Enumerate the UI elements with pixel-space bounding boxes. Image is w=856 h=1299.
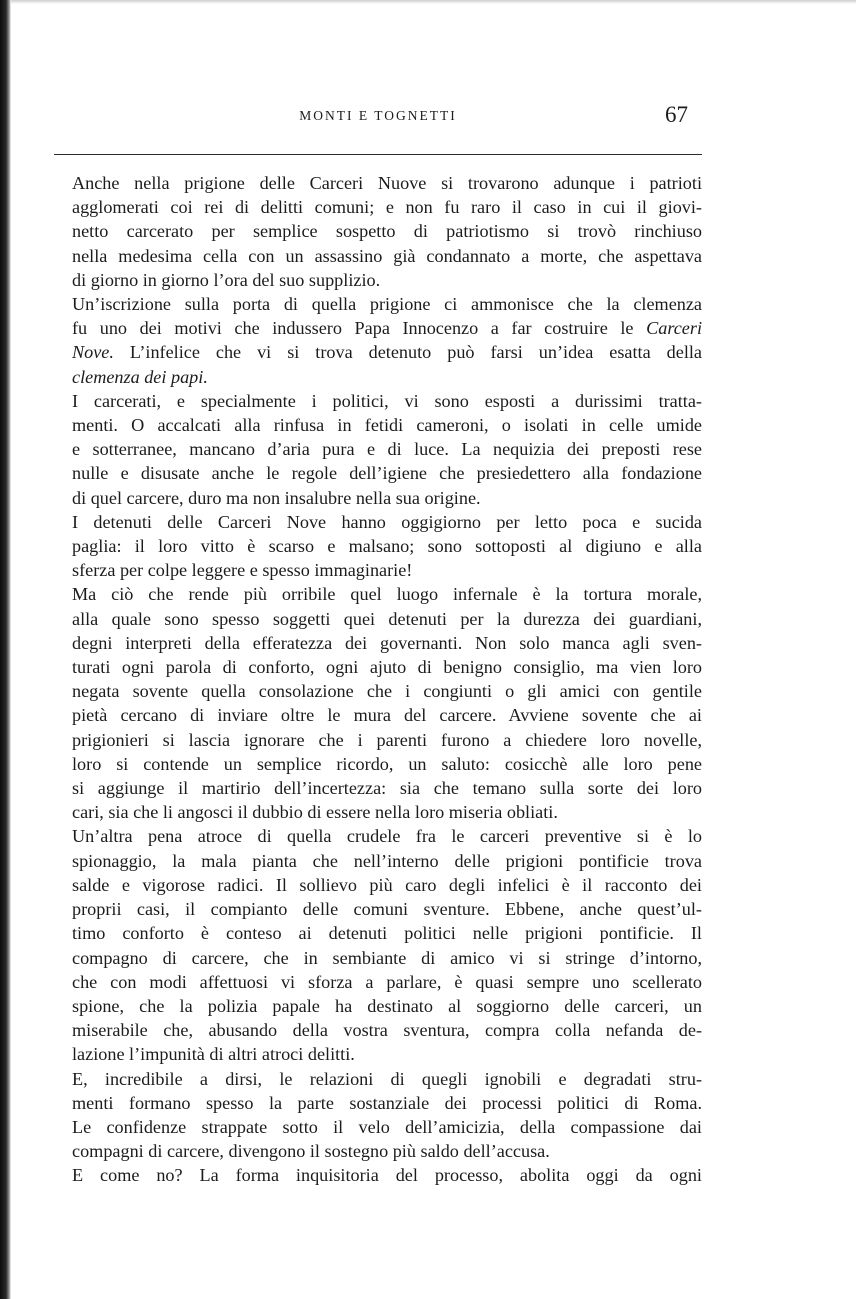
text-line: Le confidenze strappate sotto il velo dell’amicizia, della compassione dai <box>72 1116 702 1137</box>
text-line: nulle e disusate anche le regole dell’igiene che presiedettero alla fondazione <box>72 463 702 484</box>
text-line: Ma ciò che rende più orribile quel luogo infernale è la tortura morale, <box>72 584 702 605</box>
text-line: degni interpreti della efferatezza dei governanti. Non solo manca agli sven- <box>72 632 702 653</box>
text-line: timo conforto è conteso ai detenuti politici nelle prigioni pontificie. Il <box>72 923 702 944</box>
text-line: e sotterranee, mancano d’aria pura e di luce. La nequizia dei preposti rese <box>72 439 702 460</box>
text-line: proprii casi, il compianto delle comuni sventure. Ebbene, anche quest’ul- <box>72 899 702 920</box>
paragraph-2 <box>54 292 702 389</box>
text-line: menti formano spesso la parte sostanziale dei processi politici di Roma. <box>72 1092 702 1113</box>
text-line: turati ogni parola di conforto, ogni ajuto di benigno consiglio, ma vien loro <box>72 657 702 678</box>
text-line: che con modi affettuosi vi sforza a parlare, è quasi sempre uno scellerato <box>72 971 702 992</box>
italic-phrase: clemenza dei papi. <box>72 366 208 387</box>
text-line: netto carcerato per semplice sospetto di patriotismo si trovò rinchiuso <box>72 221 702 242</box>
text-line: menti. O accalcati alla rinfusa in fetidi cameroni, o isolati in celle umide <box>72 415 702 436</box>
text-line: negata sovente quella consolazione che i congiunti o gli amici con gentile <box>72 681 702 702</box>
text-segment: L’infelice che vi si trova detenuto può farsi un’idea esatta della <box>129 342 702 363</box>
text-line: di quel carcere, duro ma non insalubre nella sua origine. <box>72 487 481 508</box>
paragraph-6 <box>54 824 702 1066</box>
paragraph-3 <box>54 389 702 510</box>
text-segment: fu uno dei motivi che indussero Papa Innocenzo a far costruire le <box>72 318 634 339</box>
text-line: agglomerati coi rei di delitti comuni; e non fu raro il caso in cui il giovi- <box>72 197 702 218</box>
text-line: alla quale sono spesso soggetti quei detenuti per la durezza dei guardiani, <box>72 608 702 629</box>
text-line: spione, che la polizia papale ha destinato al soggiorno delle carceri, un <box>72 995 702 1016</box>
header-rule <box>54 154 702 155</box>
paragraph-7 <box>54 1067 702 1164</box>
paragraph-1 <box>54 171 702 292</box>
text-line: lazione l’impunità di altri atroci delitti. <box>72 1044 355 1065</box>
paragraph-8 <box>54 1163 702 1187</box>
page-number: 67 <box>665 102 688 127</box>
text-line: Un’iscrizione sulla porta di quella prigione ci ammonisce che la clemenza <box>72 294 702 315</box>
text-line: si aggiunge il martirio dell’incertezza: sia che temano sulla sorte dei loro <box>72 778 702 799</box>
book-page <box>54 102 702 1188</box>
text-line: compagni di carcere, divengono il sostegno più saldo dell’accusa. <box>72 1141 550 1162</box>
text-line: di giorno in giorno l’ora del suo supplizio. <box>72 269 381 290</box>
text-line: loro si contende un semplice ricordo, un saluto: cosicchè alle loro pene <box>72 753 702 774</box>
text-line: E come no? La forma inquisitoria del processo, abolita oggi da ogni <box>72 1165 702 1186</box>
text-line: pietà cercano di inviare oltre le mura del carcere. Avviene sovente che ai <box>72 705 702 726</box>
text-line: Anche nella prigione delle Carceri Nuove si trovarono adunque i patrioti <box>72 173 702 193</box>
book-binding-edge <box>0 0 11 1299</box>
text-line: I detenuti delle Carceri Nove hanno oggigiorno per letto poca e sucida <box>72 511 702 532</box>
text-line: Un’altra pena atroce di quella crudele fra le carceri preventive si è lo <box>72 826 702 847</box>
text-line: I carcerati, e specialmente i politici, vi sono esposti a durissimi tratta- <box>72 390 702 411</box>
paragraph-5 <box>54 582 702 824</box>
running-title: MONTI E TOGNETTI <box>299 108 457 123</box>
italic-title: Carceri <box>646 318 702 339</box>
page-top-shadow <box>11 0 856 4</box>
text-line <box>54 340 702 364</box>
text-line: spionaggio, la mala pianta che nell’interno delle prigioni pontificie trova <box>72 850 702 871</box>
text-line: compagno di carcere, che in sembiante di amico vi si stringe d’intorno, <box>72 947 702 968</box>
text-line <box>54 316 702 340</box>
text-line: salde e vigorose radici. Il sollievo più caro degli infelici è il racconto dei <box>72 874 702 895</box>
text-line <box>54 365 702 389</box>
paragraph-4 <box>54 510 702 583</box>
running-head <box>54 102 702 132</box>
text-line: E, incredibile a dirsi, le relazioni di quegli ignobili e degradati stru- <box>72 1068 702 1089</box>
body-text <box>54 171 702 1188</box>
text-line: cari, sia che li angosci il dubbio di essere nella loro miseria obliati. <box>72 802 558 823</box>
text-line: prigionieri si lascia ignorare che i parenti furono a chiedere loro novelle, <box>72 729 702 750</box>
italic-title: Nove. <box>72 342 114 363</box>
text-line: paglia: il loro vitto è scarso e malsano; sono sottoposti al digiuno e alla <box>72 536 702 557</box>
text-line: nella medesima cella con un assassino già condannato a morte, che aspettava <box>72 245 702 266</box>
text-line: sferza per colpe leggere e spesso immaginarie! <box>72 560 413 581</box>
text-line: miserabile che, abusando della vostra sventura, compra colla nefanda de- <box>72 1020 702 1041</box>
